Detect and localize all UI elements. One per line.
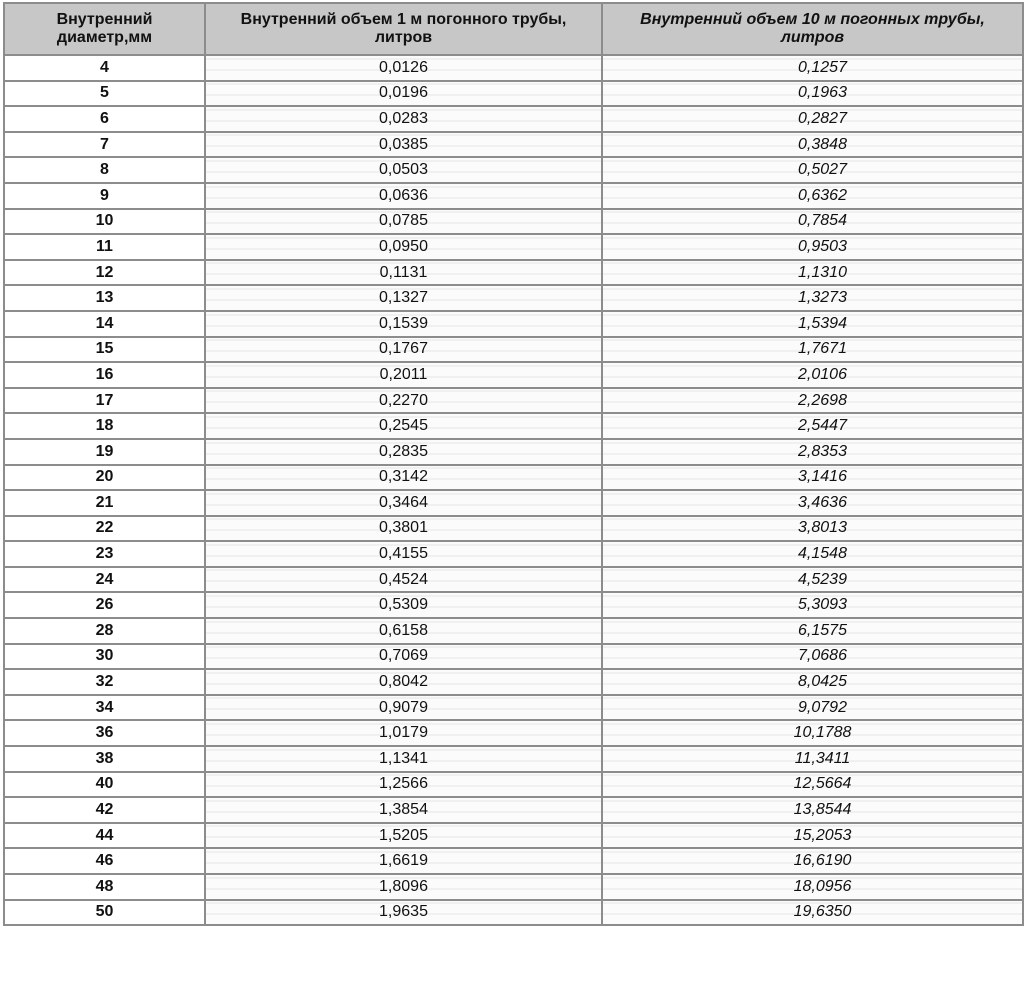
cell-volume-1m: 0,0385 bbox=[205, 132, 602, 158]
table-row bbox=[4, 439, 1023, 465]
cell-diameter: 9 bbox=[4, 183, 205, 209]
table-row bbox=[4, 695, 1023, 721]
cell-volume-1m: 0,8042 bbox=[205, 669, 602, 695]
cell-volume-1m: 1,6619 bbox=[205, 848, 602, 874]
cell-volume-1m: 0,4524 bbox=[205, 567, 602, 593]
cell-volume-10m bbox=[602, 81, 1023, 107]
table-row bbox=[4, 285, 1023, 311]
cell-volume-10m bbox=[602, 362, 1023, 388]
cell-volume-10m bbox=[602, 157, 1023, 183]
cell-volume-1m: 0,3142 bbox=[205, 465, 602, 491]
cell-volume-10m-value: 2,8353 bbox=[798, 442, 847, 460]
table-row bbox=[4, 541, 1023, 567]
cell-volume-10m bbox=[602, 823, 1023, 849]
cell-volume-10m bbox=[602, 183, 1023, 209]
cell-volume-10m-value: 9,0792 bbox=[798, 698, 847, 716]
cell-diameter: 12 bbox=[4, 260, 205, 286]
cell-volume-10m-value: 5,3093 bbox=[798, 596, 847, 614]
table-row bbox=[4, 516, 1023, 542]
cell-volume-10m-value: 0,6362 bbox=[798, 186, 847, 204]
cell-diameter: 6 bbox=[4, 106, 205, 132]
cell-diameter: 15 bbox=[4, 337, 205, 363]
table-row bbox=[4, 720, 1023, 746]
cell-volume-10m-value: 0,3848 bbox=[798, 135, 847, 153]
cell-volume-10m-value: 16,6190 bbox=[793, 852, 852, 870]
cell-diameter: 32 bbox=[4, 669, 205, 695]
table-body bbox=[4, 55, 1023, 925]
cell-volume-10m bbox=[602, 567, 1023, 593]
cell-volume-10m bbox=[602, 669, 1023, 695]
cell-volume-10m bbox=[602, 260, 1023, 286]
cell-volume-10m-value: 0,9503 bbox=[798, 237, 847, 255]
cell-volume-1m: 0,0785 bbox=[205, 209, 602, 235]
cell-volume-10m bbox=[602, 311, 1023, 337]
cell-diameter: 34 bbox=[4, 695, 205, 721]
cell-volume-10m bbox=[602, 337, 1023, 363]
cell-diameter: 7 bbox=[4, 132, 205, 158]
cell-diameter: 46 bbox=[4, 848, 205, 874]
cell-volume-10m-value: 3,1416 bbox=[798, 468, 847, 486]
cell-volume-10m-value: 6,1575 bbox=[798, 621, 847, 639]
cell-volume-10m-value: 0,5027 bbox=[798, 161, 847, 179]
cell-volume-10m-value: 3,8013 bbox=[798, 519, 847, 537]
cell-diameter: 13 bbox=[4, 285, 205, 311]
cell-volume-10m bbox=[602, 516, 1023, 542]
table-row bbox=[4, 260, 1023, 286]
cell-diameter: 23 bbox=[4, 541, 205, 567]
cell-diameter: 50 bbox=[4, 900, 205, 926]
table-row bbox=[4, 900, 1023, 926]
cell-volume-1m: 0,9079 bbox=[205, 695, 602, 721]
cell-volume-1m: 0,3801 bbox=[205, 516, 602, 542]
pipe-volume-table bbox=[3, 2, 1024, 926]
cell-diameter: 28 bbox=[4, 618, 205, 644]
table-row bbox=[4, 311, 1023, 337]
cell-volume-10m-value: 1,5394 bbox=[798, 314, 847, 332]
cell-volume-1m: 0,5309 bbox=[205, 592, 602, 618]
cell-diameter: 48 bbox=[4, 874, 205, 900]
cell-volume-10m bbox=[602, 848, 1023, 874]
cell-volume-10m bbox=[602, 644, 1023, 670]
cell-volume-1m: 0,2545 bbox=[205, 413, 602, 439]
table-row bbox=[4, 388, 1023, 414]
cell-volume-10m bbox=[602, 465, 1023, 491]
cell-diameter: 24 bbox=[4, 567, 205, 593]
cell-volume-1m: 0,0283 bbox=[205, 106, 602, 132]
cell-volume-10m-value: 0,1963 bbox=[798, 84, 847, 102]
table-row bbox=[4, 132, 1023, 158]
cell-volume-10m-value: 12,5664 bbox=[793, 775, 852, 793]
cell-diameter: 21 bbox=[4, 490, 205, 516]
cell-volume-10m-value: 1,1310 bbox=[798, 263, 847, 281]
cell-volume-10m bbox=[602, 900, 1023, 926]
cell-volume-10m bbox=[602, 746, 1023, 772]
cell-volume-1m: 1,9635 bbox=[205, 900, 602, 926]
cell-volume-1m: 1,3854 bbox=[205, 797, 602, 823]
table-row bbox=[4, 209, 1023, 235]
cell-diameter: 11 bbox=[4, 234, 205, 260]
cell-volume-1m: 1,1341 bbox=[205, 746, 602, 772]
cell-volume-10m bbox=[602, 388, 1023, 414]
cell-diameter: 20 bbox=[4, 465, 205, 491]
cell-volume-10m-value: 0,1257 bbox=[798, 58, 847, 76]
cell-volume-10m-value: 0,7854 bbox=[798, 212, 847, 230]
table-row bbox=[4, 746, 1023, 772]
cell-volume-10m bbox=[602, 413, 1023, 439]
cell-volume-10m bbox=[602, 55, 1023, 81]
cell-volume-10m bbox=[602, 720, 1023, 746]
table-row bbox=[4, 592, 1023, 618]
cell-volume-10m-value: 18,0956 bbox=[793, 877, 852, 895]
cell-volume-10m bbox=[602, 874, 1023, 900]
cell-diameter: 17 bbox=[4, 388, 205, 414]
cell-diameter: 36 bbox=[4, 720, 205, 746]
cell-volume-1m: 0,6158 bbox=[205, 618, 602, 644]
cell-diameter: 38 bbox=[4, 746, 205, 772]
table-row bbox=[4, 81, 1023, 107]
table-row bbox=[4, 106, 1023, 132]
cell-volume-10m-value: 8,0425 bbox=[798, 673, 847, 691]
cell-volume-1m: 0,2835 bbox=[205, 439, 602, 465]
cell-volume-10m bbox=[602, 209, 1023, 235]
table-header bbox=[4, 3, 1023, 55]
cell-volume-1m: 1,5205 bbox=[205, 823, 602, 849]
cell-volume-10m bbox=[602, 618, 1023, 644]
table-row bbox=[4, 848, 1023, 874]
cell-volume-10m-value: 0,2827 bbox=[798, 109, 847, 127]
cell-diameter: 22 bbox=[4, 516, 205, 542]
cell-volume-1m: 0,7069 bbox=[205, 644, 602, 670]
table-row bbox=[4, 234, 1023, 260]
cell-volume-10m-value: 2,5447 bbox=[798, 417, 847, 435]
cell-volume-1m: 1,2566 bbox=[205, 772, 602, 798]
table-row bbox=[4, 669, 1023, 695]
cell-volume-1m: 0,1539 bbox=[205, 311, 602, 337]
header-volume-1m: Внутренний объем 1 м погонного трубы, литров bbox=[205, 3, 602, 55]
cell-diameter: 40 bbox=[4, 772, 205, 798]
table-row bbox=[4, 413, 1023, 439]
cell-volume-10m bbox=[602, 490, 1023, 516]
cell-volume-1m: 0,2270 bbox=[205, 388, 602, 414]
table-row bbox=[4, 157, 1023, 183]
table-row bbox=[4, 567, 1023, 593]
cell-volume-10m-value: 19,6350 bbox=[793, 903, 852, 921]
cell-volume-1m: 1,0179 bbox=[205, 720, 602, 746]
cell-volume-10m bbox=[602, 592, 1023, 618]
cell-volume-1m: 0,3464 bbox=[205, 490, 602, 516]
cell-diameter: 10 bbox=[4, 209, 205, 235]
table-row bbox=[4, 337, 1023, 363]
table-row bbox=[4, 797, 1023, 823]
cell-volume-10m-value: 1,3273 bbox=[798, 289, 847, 307]
header-row bbox=[4, 3, 1023, 55]
cell-volume-10m-value: 11,3411 bbox=[794, 749, 851, 767]
cell-volume-1m: 0,1327 bbox=[205, 285, 602, 311]
cell-volume-10m bbox=[602, 439, 1023, 465]
table-row bbox=[4, 644, 1023, 670]
table-row bbox=[4, 183, 1023, 209]
cell-volume-10m bbox=[602, 772, 1023, 798]
cell-diameter: 26 bbox=[4, 592, 205, 618]
header-inner-diameter: Внутренний диаметр,мм bbox=[4, 3, 205, 55]
cell-diameter: 19 bbox=[4, 439, 205, 465]
cell-volume-1m: 0,0636 bbox=[205, 183, 602, 209]
header-volume-10m: Внутренний объем 10 м погонных трубы, литров bbox=[602, 3, 1023, 55]
cell-volume-10m-value: 3,4636 bbox=[798, 493, 847, 511]
table-row bbox=[4, 490, 1023, 516]
table-row bbox=[4, 465, 1023, 491]
cell-diameter: 42 bbox=[4, 797, 205, 823]
cell-volume-1m: 0,0503 bbox=[205, 157, 602, 183]
cell-volume-1m: 0,0950 bbox=[205, 234, 602, 260]
cell-diameter: 18 bbox=[4, 413, 205, 439]
cell-diameter: 8 bbox=[4, 157, 205, 183]
cell-volume-10m-value: 7,0686 bbox=[798, 647, 847, 665]
cell-volume-1m: 0,2011 bbox=[205, 362, 602, 388]
cell-volume-10m-value: 4,5239 bbox=[798, 570, 847, 588]
table-row bbox=[4, 55, 1023, 81]
cell-volume-10m-value: 2,2698 bbox=[798, 391, 847, 409]
cell-diameter: 44 bbox=[4, 823, 205, 849]
cell-diameter: 4 bbox=[4, 55, 205, 81]
table-row bbox=[4, 362, 1023, 388]
table-row bbox=[4, 823, 1023, 849]
cell-volume-10m-value: 13,8544 bbox=[793, 801, 852, 819]
cell-volume-10m bbox=[602, 234, 1023, 260]
cell-volume-1m: 0,1767 bbox=[205, 337, 602, 363]
cell-diameter: 30 bbox=[4, 644, 205, 670]
cell-volume-10m-value: 10,1788 bbox=[793, 724, 852, 742]
cell-volume-10m-value: 2,0106 bbox=[798, 365, 847, 383]
table-row bbox=[4, 618, 1023, 644]
cell-volume-10m bbox=[602, 695, 1023, 721]
table-row bbox=[4, 772, 1023, 798]
cell-volume-10m bbox=[602, 285, 1023, 311]
cell-diameter: 14 bbox=[4, 311, 205, 337]
cell-diameter: 16 bbox=[4, 362, 205, 388]
cell-volume-10m bbox=[602, 132, 1023, 158]
cell-volume-10m bbox=[602, 541, 1023, 567]
cell-volume-10m-value: 1,7671 bbox=[798, 340, 847, 358]
cell-volume-1m: 0,1131 bbox=[205, 260, 602, 286]
cell-volume-1m: 0,0196 bbox=[205, 81, 602, 107]
cell-volume-10m bbox=[602, 797, 1023, 823]
cell-volume-1m: 1,8096 bbox=[205, 874, 602, 900]
cell-volume-10m bbox=[602, 106, 1023, 132]
cell-volume-1m: 0,4155 bbox=[205, 541, 602, 567]
cell-volume-10m-value: 4,1548 bbox=[798, 545, 847, 563]
cell-diameter: 5 bbox=[4, 81, 205, 107]
cell-volume-1m: 0,0126 bbox=[205, 55, 602, 81]
cell-volume-10m-value: 15,2053 bbox=[793, 826, 852, 844]
table-row bbox=[4, 874, 1023, 900]
